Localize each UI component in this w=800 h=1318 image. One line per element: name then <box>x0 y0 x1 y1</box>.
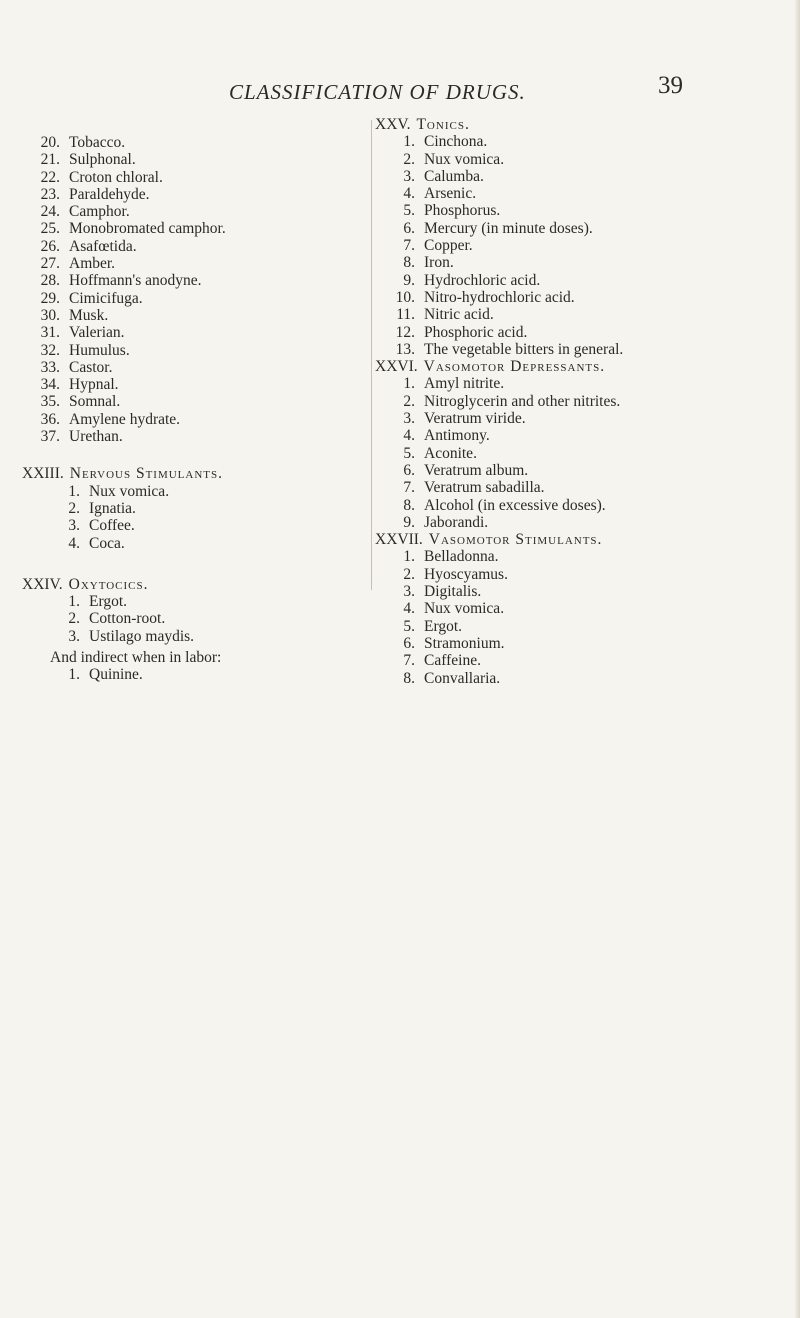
item-text: Phosphoric acid. <box>424 323 528 341</box>
list-item <box>22 238 377 255</box>
item-number: 4. <box>403 427 415 445</box>
item-text: Amylene hydrate. <box>69 410 181 428</box>
list-item <box>375 237 780 254</box>
list-item <box>22 203 377 220</box>
item-text: Iron. <box>424 254 454 272</box>
item-text: Nitro-hydrochloric acid. <box>424 288 575 306</box>
item-number: 1. <box>68 482 80 500</box>
list-item <box>22 393 377 410</box>
item-number: 29. <box>40 289 60 307</box>
list-item <box>375 393 780 410</box>
item-text: Phosphorus. <box>424 202 501 220</box>
list-item <box>375 324 780 341</box>
section-numeral: XXV. <box>375 116 411 133</box>
item-text: Ustilago maydis. <box>89 627 195 645</box>
item-number: 4. <box>403 185 415 203</box>
item-number: 13. <box>395 340 415 358</box>
item-number: 3. <box>68 627 80 645</box>
running-title: CLASSIFICATION OF DRUGS. <box>229 80 526 104</box>
item-text: Hoffmann's anodyne. <box>69 272 202 290</box>
section-xxvi-list <box>375 375 780 531</box>
list-item <box>375 497 780 514</box>
list-item <box>22 535 377 552</box>
section-xxiii-list <box>22 483 377 552</box>
item-text: Arsenic. <box>424 185 477 203</box>
list-item <box>375 375 780 392</box>
section-numeral: XXVI. <box>375 358 418 376</box>
item-number: 30. <box>40 306 60 324</box>
list-item <box>22 324 377 341</box>
list-item <box>375 185 780 202</box>
item-text: Veratrum album. <box>424 461 529 479</box>
list-item <box>22 307 377 324</box>
item-text: Hyoscyamus. <box>424 565 508 583</box>
item-number: 7. <box>403 479 415 497</box>
section-numeral: XXIII. <box>22 465 64 483</box>
item-number: 2. <box>403 565 415 583</box>
list-item <box>375 202 780 219</box>
item-text: Convallaria. <box>424 669 501 687</box>
list-item <box>375 306 780 323</box>
list-item <box>22 666 377 683</box>
item-number: 9. <box>403 271 415 289</box>
item-text: Antimony. <box>424 427 490 445</box>
item-number: 2. <box>68 610 80 628</box>
list-item <box>22 134 377 151</box>
list-item <box>375 548 780 565</box>
page-edge <box>794 0 800 1318</box>
item-number: 4. <box>68 534 80 552</box>
item-text: Ergot. <box>424 617 463 635</box>
item-text: Tobacco. <box>69 134 126 151</box>
item-number: 12. <box>395 323 415 341</box>
list-item <box>22 593 377 610</box>
item-number: 2. <box>403 392 415 410</box>
item-text: Valerian. <box>69 324 125 342</box>
list-item <box>22 517 377 534</box>
item-number: 1. <box>403 133 415 151</box>
list-item <box>22 428 377 445</box>
section-heading-xxiii <box>22 465 377 482</box>
item-number: 23. <box>40 185 60 203</box>
item-text: Humulus. <box>69 341 130 359</box>
item-text: Coca. <box>89 534 125 552</box>
item-number: 7. <box>403 652 415 670</box>
list-item <box>375 151 780 168</box>
item-text: Calumba. <box>424 167 484 185</box>
item-text: Somnal. <box>69 393 121 411</box>
item-text: Amyl nitrite. <box>424 375 505 393</box>
section-numeral: XXVII. <box>375 531 423 549</box>
list-item <box>375 635 780 652</box>
item-number: 6. <box>403 219 415 237</box>
item-text: Ergot. <box>89 593 128 611</box>
item-text: Cimicifuga. <box>69 289 143 307</box>
list-item <box>375 600 780 617</box>
section-xxiv-note-list <box>22 666 377 683</box>
list-item <box>375 272 780 289</box>
list-item <box>375 289 780 306</box>
section-note: And indirect when in labor: <box>50 649 222 667</box>
item-number: 24. <box>40 203 60 221</box>
item-text: Nux vomica. <box>424 600 505 618</box>
list-item <box>22 376 377 393</box>
section-heading-xxvii <box>375 531 780 548</box>
item-number: 22. <box>40 168 60 186</box>
item-text: Cotton-root. <box>89 610 166 628</box>
left-column <box>22 134 377 684</box>
item-number: 1. <box>68 593 80 611</box>
item-number: 2. <box>68 499 80 517</box>
list-item <box>375 583 780 600</box>
list-item <box>375 410 780 427</box>
list-item <box>22 169 377 186</box>
item-text: Digitalis. <box>424 583 482 601</box>
item-text: Cinchona. <box>424 133 488 151</box>
item-text: Nitroglycerin and other nitrites. <box>424 392 621 410</box>
item-text: Paraldehyde. <box>69 185 150 203</box>
item-text: Croton chloral. <box>69 168 163 186</box>
item-text: Hypnal. <box>69 376 119 394</box>
list-item <box>22 500 377 517</box>
continued-list <box>22 134 377 445</box>
list-item <box>375 514 780 531</box>
section-heading-xxvi <box>375 358 780 375</box>
item-text: Caffeine. <box>424 652 481 670</box>
list-item <box>22 483 377 500</box>
item-number: 34. <box>40 376 60 394</box>
item-number: 5. <box>403 444 415 462</box>
item-text: Coffee. <box>89 517 135 535</box>
item-text: Quinine. <box>89 666 143 684</box>
section-title: Tonics. <box>416 116 470 133</box>
item-number: 33. <box>40 358 60 376</box>
list-item <box>375 168 780 185</box>
section-title: Oxytocics. <box>68 575 149 593</box>
item-number: 5. <box>403 202 415 220</box>
section-title: Vasomotor Depressants. <box>423 358 606 376</box>
list-item <box>22 272 377 289</box>
page-number: 39 <box>658 72 683 99</box>
list-item <box>22 255 377 272</box>
item-number: 3. <box>68 517 80 535</box>
item-number: 7. <box>403 237 415 255</box>
item-number: 28. <box>40 272 60 290</box>
item-number: 3. <box>403 167 415 185</box>
list-item <box>375 220 780 237</box>
item-number: 3. <box>403 583 415 601</box>
item-text: Monobromated camphor. <box>69 220 226 238</box>
list-item <box>375 462 780 479</box>
item-number: 3. <box>403 410 415 428</box>
item-number: 36. <box>40 410 60 428</box>
item-text: Urethan. <box>69 428 123 446</box>
item-text: Copper. <box>424 237 473 255</box>
list-item <box>375 133 780 150</box>
list-item <box>375 341 780 358</box>
item-number: 25. <box>40 220 60 238</box>
list-item <box>375 652 780 669</box>
item-number: 1. <box>403 375 415 393</box>
list-item <box>375 566 780 583</box>
item-text: Mercury (in minute doses). <box>424 219 593 237</box>
item-text: Nux vomica. <box>89 482 170 500</box>
item-text: Amber. <box>69 255 116 273</box>
item-number: 1. <box>68 666 80 684</box>
section-numeral: XXIV. <box>22 575 63 593</box>
item-number: 10. <box>395 288 415 306</box>
item-number: 5. <box>403 617 415 635</box>
item-number: 27. <box>40 255 60 273</box>
right-column <box>375 116 780 687</box>
item-number: 8. <box>403 254 415 272</box>
item-text: Aconite. <box>424 444 477 462</box>
item-text: Camphor. <box>69 203 130 221</box>
item-number: 9. <box>403 513 415 531</box>
item-text: Veratrum viride. <box>424 410 526 428</box>
item-text: Sulphonal. <box>69 151 136 169</box>
list-item <box>375 445 780 462</box>
item-number: 8. <box>403 669 415 687</box>
item-number: 4. <box>403 600 415 618</box>
item-number: 31. <box>40 324 60 342</box>
item-number: 1. <box>403 548 415 566</box>
list-item <box>22 186 377 203</box>
item-text: Hydrochloric acid. <box>424 271 541 289</box>
list-item <box>22 359 377 376</box>
section-heading-xxv <box>375 116 780 133</box>
list-item <box>375 670 780 687</box>
item-text: Ignatia. <box>89 499 136 517</box>
section-heading-xxiv <box>22 576 377 593</box>
item-text: Jaborandi. <box>424 513 489 531</box>
item-text: Belladonna. <box>424 548 499 566</box>
item-text: Alcohol (in excessive doses). <box>424 496 606 514</box>
item-number: 32. <box>40 341 60 359</box>
item-text: Veratrum sabadilla. <box>424 479 545 497</box>
section-xxv-list <box>375 133 780 358</box>
list-item <box>375 618 780 635</box>
list-item <box>22 411 377 428</box>
list-item <box>22 342 377 359</box>
item-number: 21. <box>40 151 60 169</box>
section-title: Nervous Stimulants. <box>69 465 223 483</box>
item-number: 2. <box>403 150 415 168</box>
item-number: 6. <box>403 461 415 479</box>
item-number: 35. <box>40 393 60 411</box>
item-number: 8. <box>403 496 415 514</box>
list-item <box>375 254 780 271</box>
item-text: Nux vomica. <box>424 150 505 168</box>
list-item <box>22 610 377 627</box>
section-xxvii-list <box>375 548 780 686</box>
item-text: Stramonium. <box>424 634 505 652</box>
list-item <box>375 427 780 444</box>
section-xxiv-list <box>22 593 377 645</box>
item-number: 37. <box>40 428 60 446</box>
list-item <box>22 290 377 307</box>
item-number: 20. <box>40 134 60 151</box>
item-text: Musk. <box>69 306 109 324</box>
item-text: The vegetable bitters in general. <box>424 340 624 358</box>
list-item <box>22 628 377 645</box>
section-title: Vasomotor Stimulants. <box>428 531 603 549</box>
item-text: Asafœtida. <box>69 237 137 255</box>
item-number: 6. <box>403 634 415 652</box>
item-number: 26. <box>40 237 60 255</box>
item-text: Castor. <box>69 358 113 376</box>
list-item <box>22 151 377 168</box>
item-number: 11. <box>396 306 415 324</box>
list-item <box>375 479 780 496</box>
running-header <box>0 72 800 110</box>
item-text: Nitric acid. <box>424 306 494 324</box>
list-item <box>22 220 377 237</box>
